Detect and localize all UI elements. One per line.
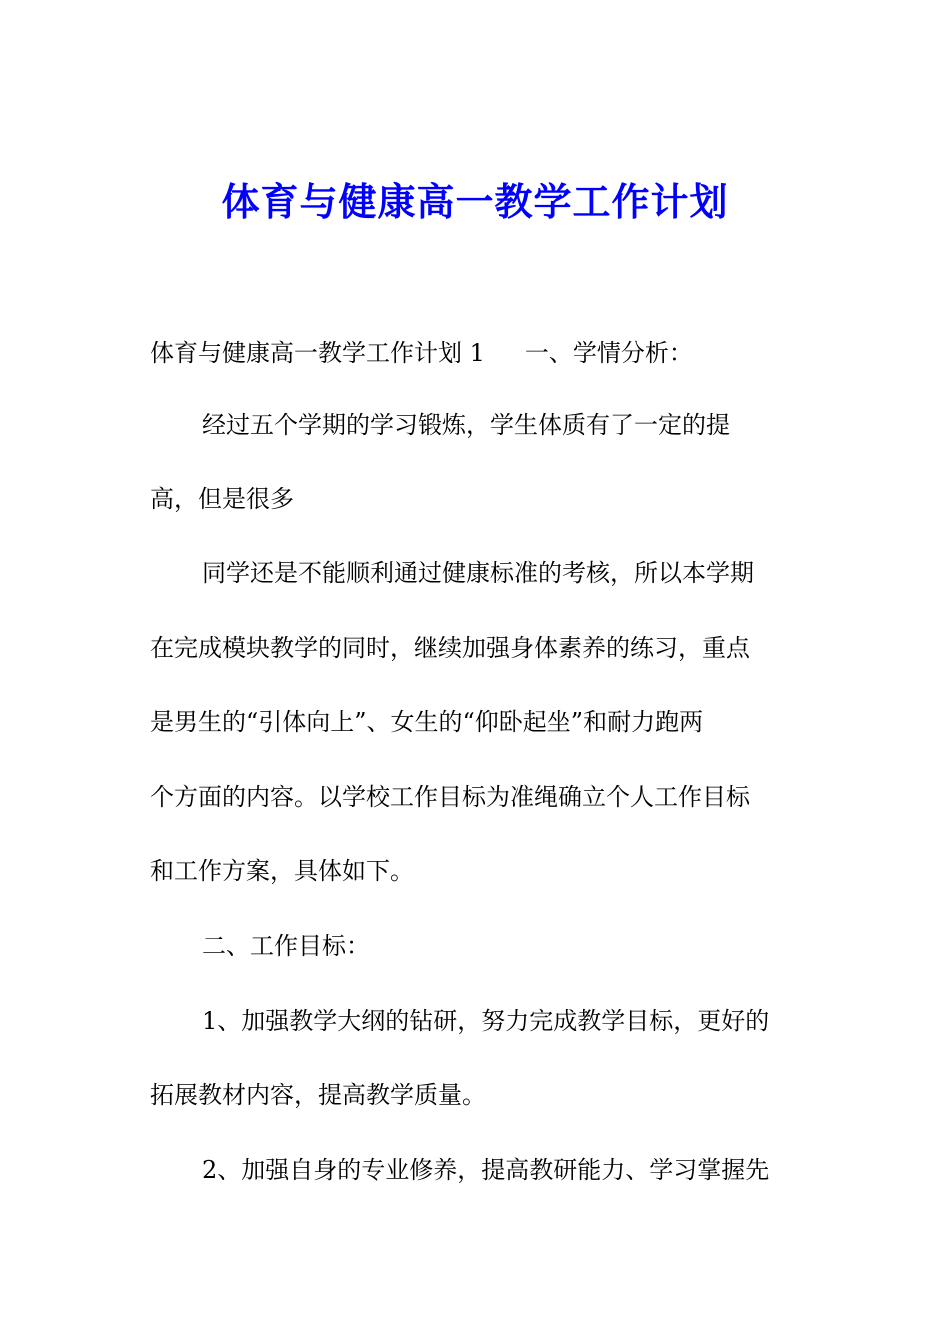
- paragraph-line: 高，但是很多: [150, 485, 294, 513]
- document-title: 体育与健康高一教学工作计划: [221, 179, 729, 224]
- paragraph-line: 同学还是不能顺利通过健康标准的考核，所以本学期: [202, 559, 754, 587]
- plan-heading-line: [150, 336, 693, 370]
- paragraph-line: 经过五个学期的学习锻炼，学生体质有了一定的提: [202, 411, 730, 439]
- paragraph-line: 是男生的“引体向上”、女生的“仰卧起坐”和耐力跑两: [150, 708, 704, 736]
- paragraph-line: 在完成模块教学的同时，继续加强身体素养的练习，重点: [150, 634, 750, 662]
- section-heading-goals: 二、工作目标：: [202, 932, 370, 960]
- paragraph-line: 2、加强自身的专业修养，提高教研能力、学习掌握先: [202, 1156, 770, 1184]
- paragraph-line: 和工作方案，具体如下。: [150, 857, 414, 885]
- section-heading-analysis: 一、学情分析：: [524, 339, 693, 367]
- paragraph-line: 个方面的内容。以学校工作目标为准绳确立个人工作目标: [150, 783, 750, 811]
- paragraph-line: 拓展教材内容，提高教学质量。: [150, 1081, 486, 1109]
- plan-subtitle: 体育与健康高一教学工作计划 1: [150, 339, 485, 367]
- paragraph-line: 1、加强教学大纲的钻研，努力完成教学目标，更好的: [202, 1007, 770, 1035]
